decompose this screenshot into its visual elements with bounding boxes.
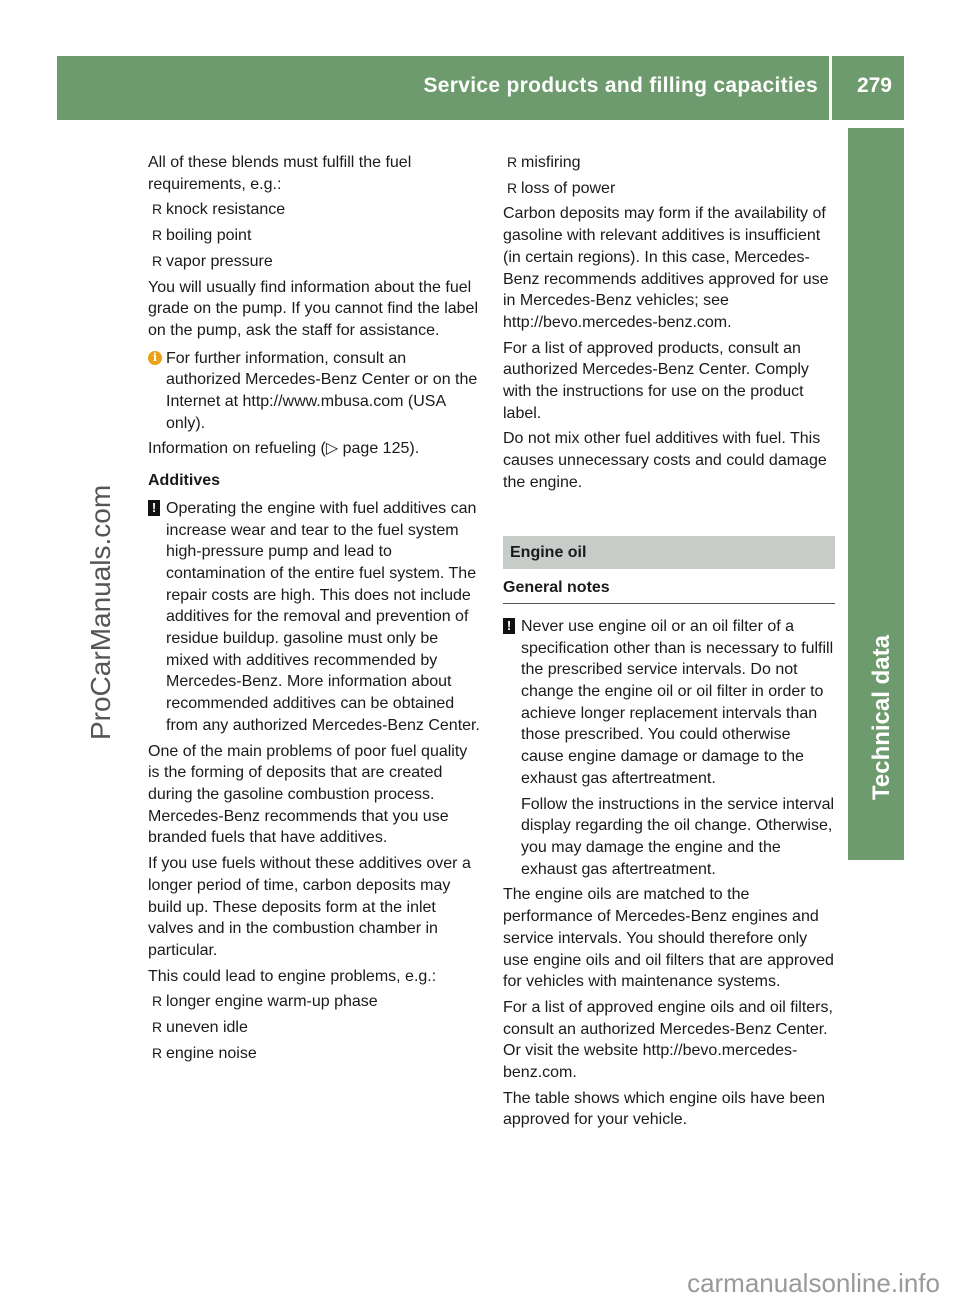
additives-heading: Additives: [148, 472, 221, 490]
paragraph: All of these blends must fulfill the fuel requirements, e.g.:: [148, 154, 412, 193]
info-note-text: For further information, consult an authorized Mercedes-Benz Center or on the Internet at http://www.mbusa.com (USA only).: [166, 349, 478, 432]
warning-note-text: Follow the instructions in the service interval display regarding the oil change. Otherwise, you may damage the engine and the exhaust gas aftertreatment.: [521, 795, 835, 878]
warning-note-text: Operating the engine with fuel additives can increase wear and tear to the fuel system high-pressure pump and lead to contamination of the entire fuel system. The repair costs are high. This does not include additives for the removal and prevention of residue buildup. gasoline must only be mixed with additives recommended by Mercedes-Benz. More information about recommended additives can be obtained from any authorized Mercedes-Benz Center.: [166, 499, 480, 734]
paragraph: For a list of approved engine oils and oil filters, consult an authorized Mercedes-Benz Center. Or visit the website http://bevo.mercedes-benz.com.: [503, 998, 833, 1082]
paragraph: This could lead to engine problems, e.g.:: [148, 967, 437, 985]
paragraph: Carbon deposits may form if the availability of gasoline with relevant additives is insufficient (in certain regions). In this case, Mercedes-Benz recommends additives approved for use in Mercedes-Benz vehicles; see http://bevo.mercedes-benz.com.: [503, 205, 829, 331]
info-note: [148, 348, 482, 435]
footer-watermark: carmanualsonline.info: [687, 1268, 940, 1298]
watermark: ProCarManuals.com: [85, 484, 116, 740]
subsection-title: General notes: [503, 577, 835, 604]
list-item: R loss of power: [503, 178, 835, 200]
paragraph: If you use fuels without these additives over a longer period of time, carbon deposits may build up. These deposits form at the inlet valves and in the combustion chamber in particular.: [148, 855, 471, 959]
warning-icon: !: [503, 618, 515, 634]
page-number: 279: [856, 74, 892, 97]
left-column: [148, 152, 482, 1068]
paragraph: The engine oils are matched to the performance of Mercedes-Benz engines and service intervals. You should therefore only use engine oils and oil filters that are approved for vehicles with maintenance systems.: [503, 886, 834, 991]
page-title: Service products and filling capacities: [423, 74, 818, 97]
info-icon: i: [148, 351, 162, 365]
warning-icon: !: [148, 500, 160, 516]
list-item: R longer engine warm-up phase: [148, 991, 482, 1013]
list-item: R vapor pressure: [148, 251, 482, 273]
paragraph: For a list of approved products, consult an authorized Mercedes-Benz Center. Comply with the instructions for use on the product label.: [503, 339, 809, 422]
paragraph: The table shows which engine oils have been approved for your vehicle.: [503, 1089, 825, 1129]
warning-note-text: Never use engine oil or an oil filter of a specification other than is necessary to fulfill the prescribed service intervals. Do not change the engine oil or oil filter in order to achieve longer replacement intervals than those prescribed. You could otherwise cause engine damage or damage to the exhaust gas aftertreatment.: [521, 617, 834, 787]
header-separator: [829, 56, 832, 120]
paragraph: Do not mix other fuel additives with fuel. This causes unnecessary costs and could damage the engine.: [503, 430, 827, 491]
side-tab-label: Technical data: [868, 635, 895, 800]
warning-note: [503, 616, 835, 880]
paragraph: You will usually find information about the fuel grade on the pump. If you cannot find the label on the pump, ask the staff for assistance.: [148, 278, 479, 339]
header-bar: [57, 56, 904, 120]
list-item: R uneven idle: [148, 1017, 482, 1039]
paragraph: Information on refueling (▷ page 125).: [148, 440, 420, 458]
paragraph: One of the main problems of poor fuel quality is the forming of deposits that are created during the gasoline combustion process. Mercedes-Benz recommends that you use branded fuels that have additives.: [148, 742, 468, 847]
list-item: R engine noise: [148, 1043, 482, 1065]
list-item: R misfiring: [503, 152, 835, 174]
list-item: R boiling point: [148, 225, 482, 247]
section-title: Engine oil: [503, 536, 835, 570]
list-item: R knock resistance: [148, 199, 482, 221]
right-column: [503, 152, 835, 1135]
warning-note: [148, 498, 482, 737]
